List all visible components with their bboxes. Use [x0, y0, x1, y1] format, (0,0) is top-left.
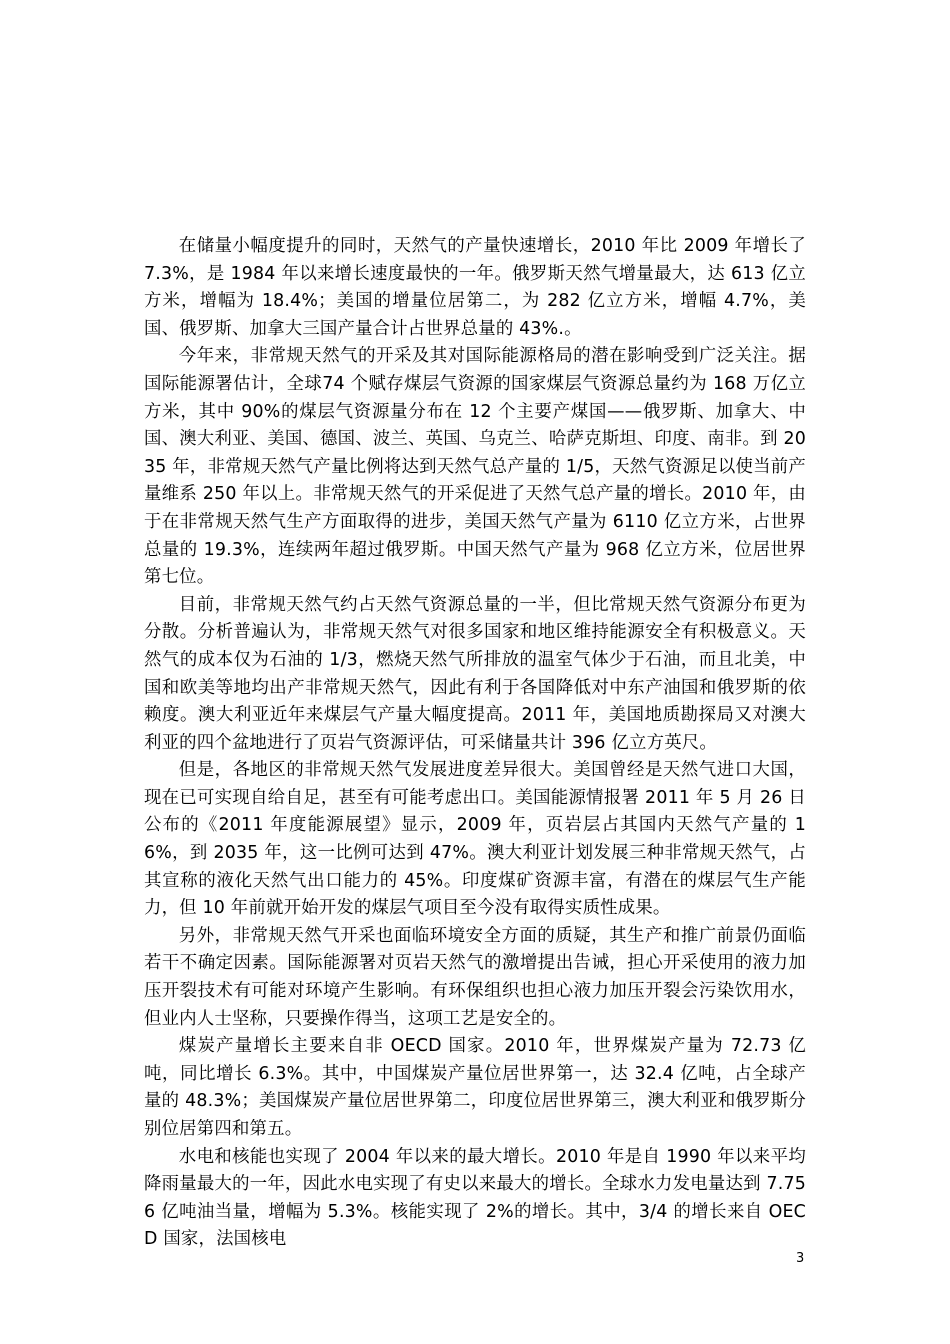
document-body: [144, 233, 806, 1254]
paragraph-unconventional-gas-outlook: 今年来，非常规天然气的开采及其对国际能源格局的潜在影响受到广泛关注。据国际能源署估计，全球74 个赋存煤层气资源的国家煤层气资源总量约为 168 万亿立方米，其中 90%的煤层气资源量分布在 12 个主要产煤国——俄罗斯、加拿大、中国、澳大利亚、美国、德国、波兰、英国、乌克兰、哈萨克斯坦、印度、南非。到 2035 年，非常规天然气产量比例将达到天然气总产量的 1/5，天然气资源足以使当前产量维系 250 年以上。非常规天然气的开采促进了天然气总产量的增长。2010 年，由于在非常规天然气生产方面取得的进步，美国天然气产量为 6110 亿立方米，占世界总量的 19.3%，连续两年超过俄罗斯。中国天然气产量为 968 亿立方米，位居世界第七位。: [144, 346, 806, 588]
paragraph-regional-differences: 但是，各地区的非常规天然气发展进度差异很大。美国曾经是天然气进口大国，现在已可实现自给自足，甚至有可能考虑出口。美国能源情报署 2011 年 5 月 26 日公布的《2011 年度能源展望》显示，2009 年，页岩层占其国内天然气产量的 16%，到 2035 年，这一比例可达到 47%。澳大利亚计划发展三种非常规天然气，占其宣称的液化天然气出口能力的 45%。印度煤矿资源丰富，有潜在的煤层气生产能力，但 10 年前就开始开发的煤层气项目至今没有取得实质性成果。: [144, 760, 806, 919]
paragraph-coal-production: 煤炭产量增长主要来自非 OECD 国家。2010 年，世界煤炭产量为 72.73 亿吨，同比增长 6.3%。其中，中国煤炭产量位居世界第一，达 32.4 亿吨，占全球产量的 48.3%；美国煤炭产量位居世界第二，印度位居世界第三，澳大利亚和俄罗斯分别位居第四和第五。: [144, 1036, 806, 1139]
paragraph-environmental-concerns: 另外，非常规天然气开采也面临环境安全方面的质疑，其生产和推广前景仍面临若干不确定因素。国际能源署对页岩天然气的激增提出告诫，担心开采使用的液力加压开裂技术有可能对环境产生影响。有环保组织也担心液力加压开裂会污染饮用水，但业内人士坚称，只要操作得当，这项工艺是安全的。: [144, 925, 806, 1029]
page-number: 3: [796, 1251, 805, 1266]
paragraph-unconventional-gas-distribution: 目前，非常规天然气约占天然气资源总量的一半，但比常规天然气资源分布更为分散。分析普遍认为，非常规天然气对很多国家和地区维持能源安全有积极意义。天然气的成本仅为石油的 1/3，燃烧天然气所排放的温室气体少于石油，而且北美，中国和欧美等地均出产非常规天然气，因此有利于各国降低对中东产油国和俄罗斯的依赖度。澳大利亚近年来煤层气产量大幅度提高。2011 年，美国地质勘探局又对澳大利亚的四个盆地进行了页岩气资源评估，可采储量共计 396 亿立方英尺。: [144, 594, 806, 753]
paragraph-gas-production: 在储量小幅度提升的同时，天然气的产量快速增长，2010 年比 2009 年增长了 7.3%，是 1984 年以来增长速度最快的一年。俄罗斯天然气增量最大，达 613 亿立方米，增幅为 18.4%；美国的增量位居第二，为 282 亿立方米，增幅 4.7%，美国、俄罗斯、加拿大三国产量合计占世界总量的 43%.。: [144, 236, 806, 339]
paragraph-hydro-nuclear: 水电和核能也实现了 2004 年以来的最大增长。2010 年是自 1990 年以来平均降雨量最大的一年，因此水电实现了有史以来最大的增长。全球水力发电量达到 7.756 亿吨油当量，增幅为 5.3%。核能实现了 2%的增长。其中，3/4 的增长来自 OECD 国家，法国核电: [144, 1146, 806, 1250]
